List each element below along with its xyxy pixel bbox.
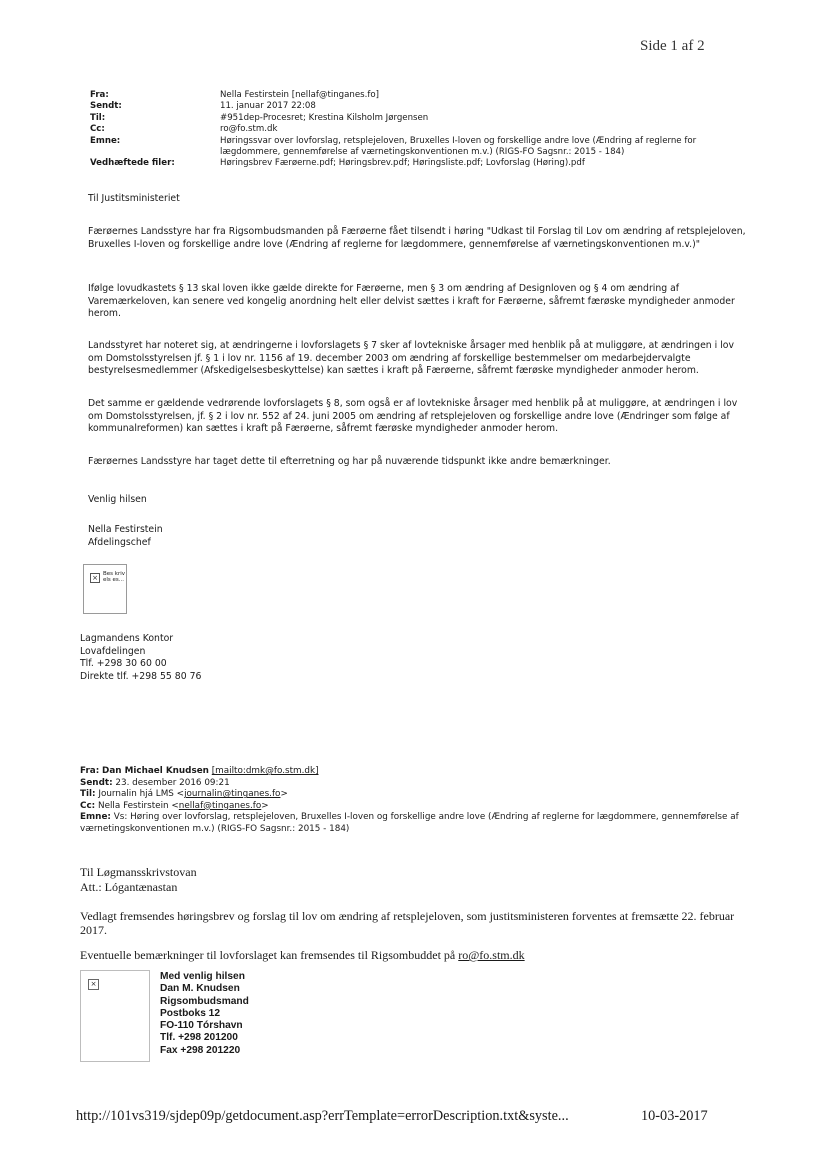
fwd-bracket: >: [280, 789, 288, 800]
header-label: Til:: [90, 112, 106, 123]
address-line: Lagmandens Kontor: [80, 633, 174, 644]
broken-image-placeholder: [80, 970, 150, 1062]
forwarded-signature: [160, 971, 249, 1057]
header-label: Fra:: [90, 90, 109, 100]
fwd-sent-row: [80, 778, 760, 790]
fwd-label: Emne:: [80, 812, 111, 823]
letter-greeting: Til Justitsministeriet: [88, 193, 180, 204]
fwd-label: Cc:: [80, 800, 96, 811]
broken-image-placeholder: [83, 564, 127, 614]
fwd-value: Dan Michael Knudsen: [102, 766, 209, 776]
fwd-to-row: [80, 789, 760, 801]
header-value: Høringsbrev Færøerne.pdf; Høringsbrev.pdf; Høringsliste.pdf; Lovforslag (Høring).pdf: [220, 158, 585, 169]
fwd-bracket: >: [261, 800, 269, 811]
fwd-value: Journalin hjá LMS <: [98, 789, 185, 800]
fwd-to-link[interactable]: journalin@tinganes.fo: [184, 789, 281, 800]
sender-address: [80, 633, 201, 683]
signer-name: Nella Festirstein: [88, 524, 163, 535]
fwd-cc-row: [80, 801, 760, 813]
letter-paragraph: Landsstyret har noteret sig, at ændringerne i lovforslagets § 7 sker af lovtekniske årsager med henblik på at muliggøre, at ændringen i lov om Domstolsstyrelsen jf. § 1 i lov nr. 1156 af 19. december 2003 om ændring af forskellige bestemmelser om medarbejdervalgte bestyrelsesmedlemmer (Afskedigelsesbeskyttelse) kan sættes i kraft på Færøerne, såfremt færøske myndigheder anmoder herom.: [88, 340, 734, 377]
signature-line: Med venlig hilsen: [160, 971, 245, 982]
signature-line: Postboks 12: [160, 1007, 221, 1019]
fwd-value: 23. desember 2016 09:21: [115, 777, 230, 788]
fwd-value: Vs: Høring over lovforslag, retsplejeloven, Bruxelles I-loven og forskellige andre love (Ændring af reglerne for lægdommere, gennemførelse af værnetingskonventionen m.v.) (RIGS-FO Sagsnr.: 2015 - 184): [80, 812, 739, 834]
image-alt-text: Bes kriv els es...: [103, 571, 125, 584]
header-to-row: [90, 113, 740, 124]
footer-date: 10-03-2017: [641, 1108, 708, 1124]
address-line: Direkte tlf. +298 55 80 76: [80, 670, 202, 682]
signature-line: Rigsombudsmand: [160, 995, 249, 1007]
signature-line: FO-110 Tórshavn: [160, 1020, 243, 1032]
header-sent-row: [90, 101, 740, 112]
print-footer: [76, 1108, 766, 1125]
header-subject-row: [90, 136, 740, 159]
header-value: Nella Festirstein [nellaf@tinganes.fo]: [220, 90, 379, 100]
broken-image-icon: ×: [88, 979, 99, 990]
address-line: Lovafdelingen: [80, 645, 146, 657]
addressee-line: Att.: Lógantænastan: [80, 879, 178, 894]
forwarded-header: [80, 766, 760, 836]
forwarded-paragraph: Vedlagt fremsendes høringsbrev og forslag til lov om ændring af retsplejeloven, som justitsministeren forventes at fremsætte 22. februar 2017.: [80, 909, 735, 937]
header-value: Høringssvar over lovforslag, retsplejeloven, Bruxelles I-loven og forskellige andre love (Ændring af reglerne for lægdommere, gennemførelse af værnetingskonventionen m.v.) (RIGS-FO Sagsnr.: 2015 - 184): [220, 135, 697, 158]
letter-paragraph: Ifølge lovudkastets § 13 skal loven ikke gælde direkte for Færøerne, men § 3 om ændring af Designloven og § 4 om ændring af Varemærkeloven, kan senere ved kongelig anordning helt eller delvist sættes i kraft for Færøerne, såfremt færøske myndigheder anmoder herom.: [88, 283, 735, 320]
signature-line: Dan M. Knudsen: [160, 983, 240, 995]
addressee-line: Til Løgmansskrivstovan: [80, 865, 197, 879]
header-label: Cc:: [90, 124, 105, 135]
header-label: Sendt:: [90, 101, 122, 112]
header-attachments-row: [90, 158, 740, 169]
fwd-label: Til:: [80, 789, 96, 800]
footer-url: http://101vs319/sjdep09p/getdocument.asp?errTemplate=errorDescription.txt&syste...: [76, 1108, 569, 1124]
paragraph-text: Eventuelle bemærkninger til lovforslaget kan fremsendes til Rigsombuddet på: [80, 948, 459, 962]
signer-title: Afdelingschef: [88, 537, 151, 548]
fwd-from-row: [80, 766, 760, 778]
fwd-value: Nella Festirstein <: [98, 800, 179, 811]
fwd-cc-link[interactable]: nellaf@tinganes.fo: [178, 800, 262, 811]
fwd-subject-row: [80, 812, 760, 835]
letter-paragraph: Det samme er gældende vedrørende lovforslagets § 8, som også er af lovtekniske årsager med henblik på at muliggøre, at ændringen i lov om Domstolsstyrelsen, jf. § 2 i lov nr. 552 af 24. juni 2005 om ændring af retsplejeloven og forskellige andre love (Ændringer som følge af kommunalreformen) kan sættes i kraft på Færøerne, såfremt færøske myndigheder anmoder herom.: [88, 398, 738, 435]
addressee-block: [80, 865, 197, 894]
header-label: Emne:: [90, 135, 121, 146]
header-label: Vedhæftede filer:: [90, 158, 175, 169]
address-line: Tlf. +298 30 60 00: [80, 658, 167, 670]
signature-line: Tlf. +298 201200: [160, 1032, 238, 1044]
letter-paragraph: Færøernes Landsstyre har fra Rigsombudsmanden på Færøerne fået tilsendt i høring "Udkast til Forslag til Lov om ændring af retsplejeloven, Bruxelles I-loven og forskellige andre love (Ændring af reglerne for lægdommere, gennemførelse af værnetingskonventionen m.v.)": [88, 226, 746, 250]
email-header: [90, 90, 740, 170]
forwarded-paragraph-2: [80, 948, 750, 962]
fwd-label: Fra:: [80, 766, 100, 776]
page-number: Side 1 af 2: [640, 38, 705, 54]
email-link[interactable]: ro@fo.stm.dk: [458, 948, 525, 962]
header-cc-row: [90, 124, 740, 135]
header-value: ro@fo.stm.dk: [220, 124, 278, 135]
signature-line: Fax +298 201220: [160, 1044, 241, 1056]
header-value: #951dep-Procesret; Krestina Kilsholm Jørgensen: [220, 112, 429, 123]
header-value: 11. januar 2017 22:08: [220, 101, 316, 112]
letter-closing: Venlig hilsen: [88, 494, 147, 505]
header-from-row: [90, 90, 740, 101]
fwd-label: Sendt:: [80, 777, 113, 788]
broken-image-icon: ×: [90, 573, 100, 583]
fwd-mailto-link[interactable]: [mailto:dmk@fo.stm.dk]: [211, 766, 319, 776]
letter-paragraph: Færøernes Landsstyre har taget dette til efterretning og har på nuværende tidspunkt ikke andre bemærkninger.: [88, 456, 611, 467]
